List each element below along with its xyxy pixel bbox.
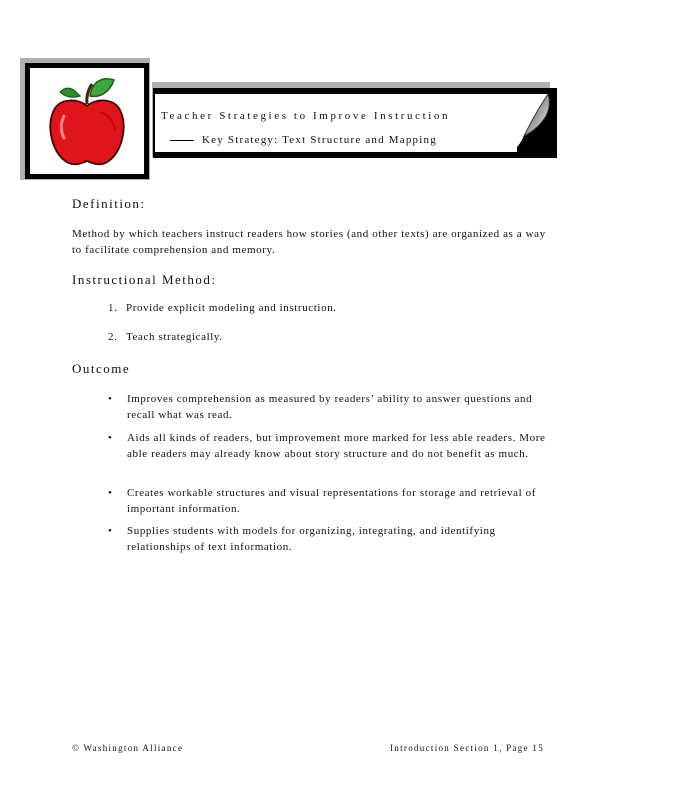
page-title: Teacher Strategies to Improve Instruction	[161, 110, 451, 122]
outcome-item-text: Improves comprehension as measured by readers’ ability to answer questions and recall what was read.	[127, 393, 533, 421]
outcome-item	[108, 430, 558, 462]
method-item-text: Teach strategically.	[126, 331, 223, 343]
definition-text: Method by which teachers instruct readers how stories (and other texts) are organized as a way to facilitate comprehension and memory.	[72, 228, 546, 256]
outcome-item	[108, 523, 558, 555]
bullet-marker: •	[108, 525, 113, 537]
outcome-item-text: Creates workable structures and visual representations for storage and retrieval of important information.	[127, 487, 536, 515]
outcome-item	[108, 485, 558, 517]
method-item-text: Provide explicit modeling and instruction.	[126, 302, 337, 314]
apple-icon	[30, 68, 144, 174]
subtitle-rule	[170, 140, 194, 141]
logo-frame	[25, 63, 149, 179]
page-curl-icon	[510, 92, 554, 152]
bullet-marker: •	[108, 487, 113, 499]
method-item-number: 2.	[108, 331, 118, 343]
method-item	[108, 331, 223, 343]
method-item-number: 1.	[108, 302, 118, 314]
outcome-item-text: Supplies students with models for organizing, integrating, and identifying relationships of text information.	[127, 525, 496, 553]
outcome-item-text: Aids all kinds of readers, but improvement more marked for less able readers. More able readers may already know about story structure and do not benefit as much.	[127, 432, 546, 460]
footer-page-number: Introduction Section 1, Page 15	[390, 743, 545, 753]
definition-heading: Definition:	[72, 196, 146, 211]
method-item	[108, 302, 337, 314]
outcome-item	[108, 391, 558, 423]
outcome-heading: Outcome	[72, 361, 131, 376]
footer-copyright: © Washington Alliance	[72, 743, 184, 753]
page-subtitle: Key Strategy: Text Structure and Mapping	[202, 134, 437, 146]
method-heading: Instructional Method:	[72, 272, 217, 287]
bullet-marker: •	[108, 432, 113, 444]
bullet-marker: •	[108, 393, 113, 405]
